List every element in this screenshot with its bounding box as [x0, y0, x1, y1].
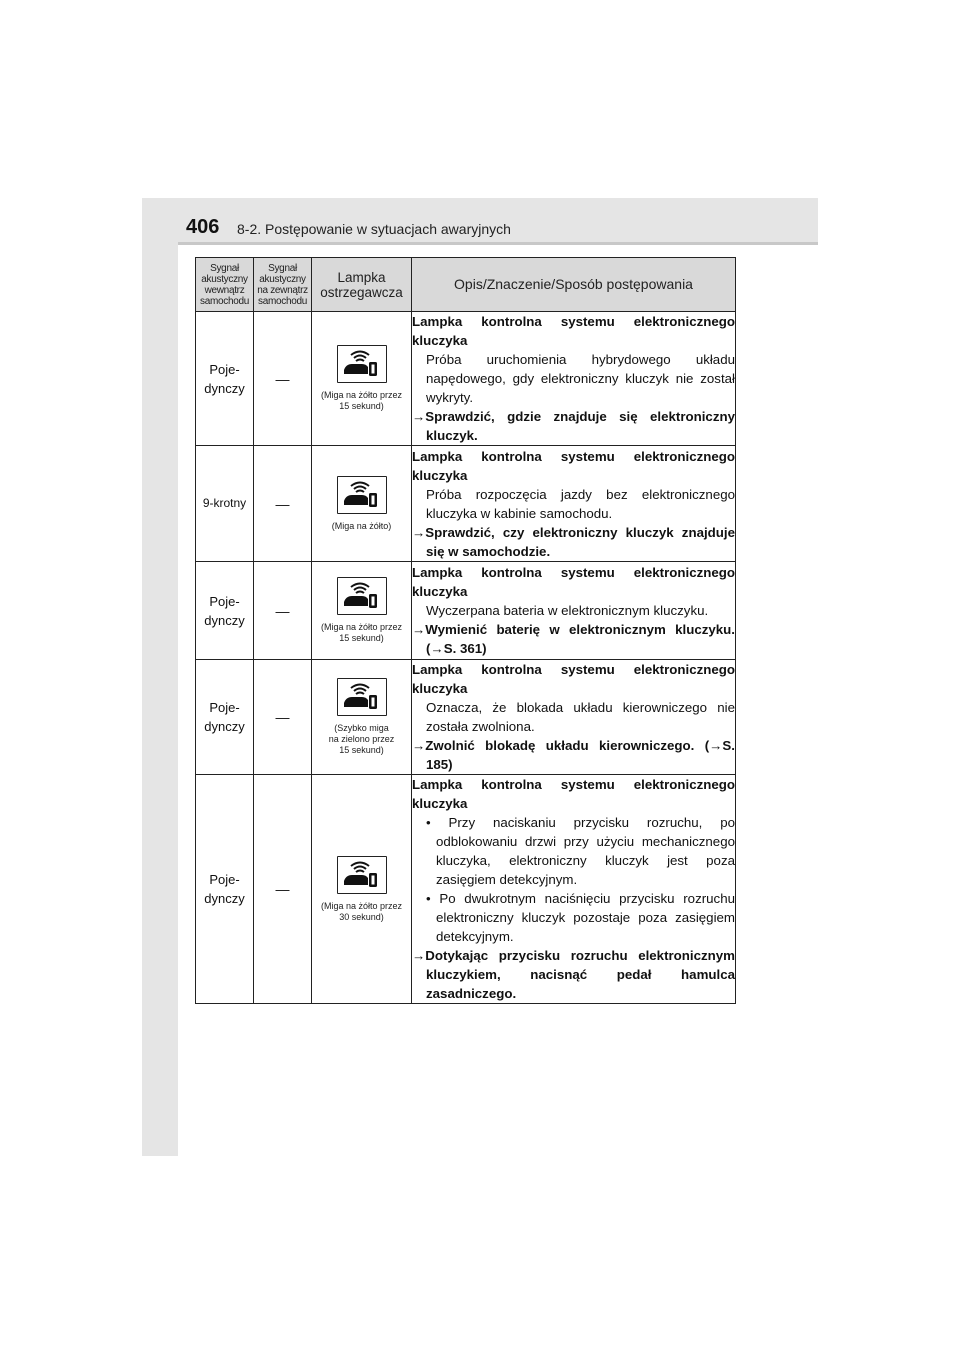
description-body: Wyczerpana bateria w elektronicznym kluczyku.: [426, 603, 709, 618]
table-row: [196, 660, 736, 775]
warning-buzzer-table: [195, 257, 736, 1004]
description-body: Próba rozpoczęcia jazdy bez elektronicznego kluczyka w kabinie samochodu.: [426, 486, 735, 521]
header-rule: [178, 242, 818, 245]
warning-light-caption: (Miga na żółto przez 15 sekund): [320, 622, 403, 643]
action-text: [412, 407, 735, 445]
description-cell: [412, 562, 736, 660]
inside-buzzer-cell: Poje- dynczy: [196, 775, 254, 1004]
action-label: Wymienić baterię w elektronicznym kluczyku. (→S. 361): [425, 622, 735, 656]
header-outside-buzzer: Sygnał akustyczny na zewnątrz samochodu: [254, 258, 312, 312]
action-label: Sprawdzić, gdzie znajduje się elektroniczny kluczyk.: [425, 409, 735, 443]
description-title: Lampka kontrolna systemu elektronicznego kluczyka: [412, 662, 735, 696]
table-row: [196, 562, 736, 660]
outside-buzzer-cell: —: [254, 446, 312, 562]
smart-key-indicator-icon: [337, 678, 387, 716]
side-tab-bar: [142, 198, 178, 1156]
action-text: [412, 620, 735, 658]
warning-light-cell: [312, 660, 412, 775]
description-body: Próba uruchomienia hybrydowego układu napędowego, gdy elektroniczny kluczyk nie został wykryty.: [426, 352, 735, 405]
header-warning-light: Lampka ostrzegawcza: [312, 258, 412, 312]
inside-buzzer-cell: Poje- dynczy: [196, 660, 254, 775]
description-bullet: • Po dwukrotnym naciśnięciu przycisku rozruchu elektroniczny kluczyk pozostaje poza zasięgiem detekcyjnym.: [426, 891, 735, 944]
description-cell: [412, 312, 736, 446]
warning-light-cell: [312, 446, 412, 562]
arrow-icon: →: [412, 738, 426, 753]
action-label: Sprawdzić, czy elektroniczny kluczyk znajduje się w samochodzie.: [425, 524, 735, 559]
warning-light-caption: (Miga na żółto przez 30 sekund): [320, 900, 403, 922]
arrow-icon: →: [412, 622, 426, 637]
arrow-icon: →: [412, 948, 426, 963]
inside-buzzer-cell: Poje- dynczy: [196, 312, 254, 446]
inside-buzzer-cell: 9-krotny: [196, 446, 254, 562]
description-title: Lampka kontrolna systemu elektronicznego kluczyka: [412, 565, 735, 599]
action-text: [412, 946, 735, 1003]
warning-light-caption: (Szybko miga na zielono przez 15 sekund): [328, 723, 395, 755]
outside-buzzer-cell: —: [254, 660, 312, 775]
table-header-row: [196, 258, 736, 312]
action-label: Dotykając przycisku rozruchu elektronicznym kluczykiem, nacisnąć pedał hamulca zasadniczego.: [425, 948, 735, 1001]
outside-buzzer-cell: —: [254, 562, 312, 660]
description-cell: [412, 775, 736, 1004]
table-row: [196, 312, 736, 446]
action-label: Zwolnić blokadę układu kierowniczego. (→S. 185): [425, 738, 735, 772]
page-number: 406: [186, 216, 220, 238]
smart-key-indicator-icon: [337, 856, 387, 894]
section-title: 8-2. Postępowanie w sytuacjach awaryjnych: [237, 221, 511, 237]
description-title: Lampka kontrolna systemu elektronicznego kluczyka: [412, 314, 735, 348]
arrow-icon: →: [412, 524, 426, 540]
description-title: Lampka kontrolna systemu elektronicznego kluczyka: [412, 777, 735, 811]
warning-light-cell: [312, 562, 412, 660]
header-inside-buzzer: Sygnał akustyczny wewnątrz samochodu: [196, 258, 254, 312]
warning-light-caption: (Miga na żółto): [331, 520, 392, 531]
description-bullet: • Przy naciskaniu przycisku rozruchu, po odblokowaniu drzwi przy użyciu mechanicznego kluczyka, elektroniczny kluczyk jest poza zasięgiem detekcyjnym.: [426, 815, 735, 887]
description-cell: [412, 660, 736, 775]
header-details-actions: Opis/Znaczenie/Sposób postępowania: [412, 258, 736, 312]
smart-key-indicator-icon: [337, 345, 387, 383]
description-cell: [412, 446, 736, 562]
warning-light-cell: [312, 775, 412, 1004]
table-row: [196, 446, 736, 562]
smart-key-indicator-icon: [337, 476, 387, 514]
description-title: Lampka kontrolna systemu elektronicznego kluczyka: [412, 448, 735, 483]
arrow-icon: →: [412, 409, 426, 424]
action-text: [412, 736, 735, 774]
warning-light-caption: (Miga na żółto przez 15 sekund): [320, 390, 403, 411]
outside-buzzer-cell: —: [254, 312, 312, 446]
smart-key-indicator-icon: [337, 577, 387, 615]
action-text: [412, 523, 735, 561]
outside-buzzer-cell: —: [254, 775, 312, 1004]
table-row: [196, 775, 736, 1004]
description-body: Oznacza, że blokada układu kierowniczego nie została zwolniona.: [426, 700, 735, 734]
warning-light-cell: [312, 312, 412, 446]
inside-buzzer-cell: Poje- dynczy: [196, 562, 254, 660]
